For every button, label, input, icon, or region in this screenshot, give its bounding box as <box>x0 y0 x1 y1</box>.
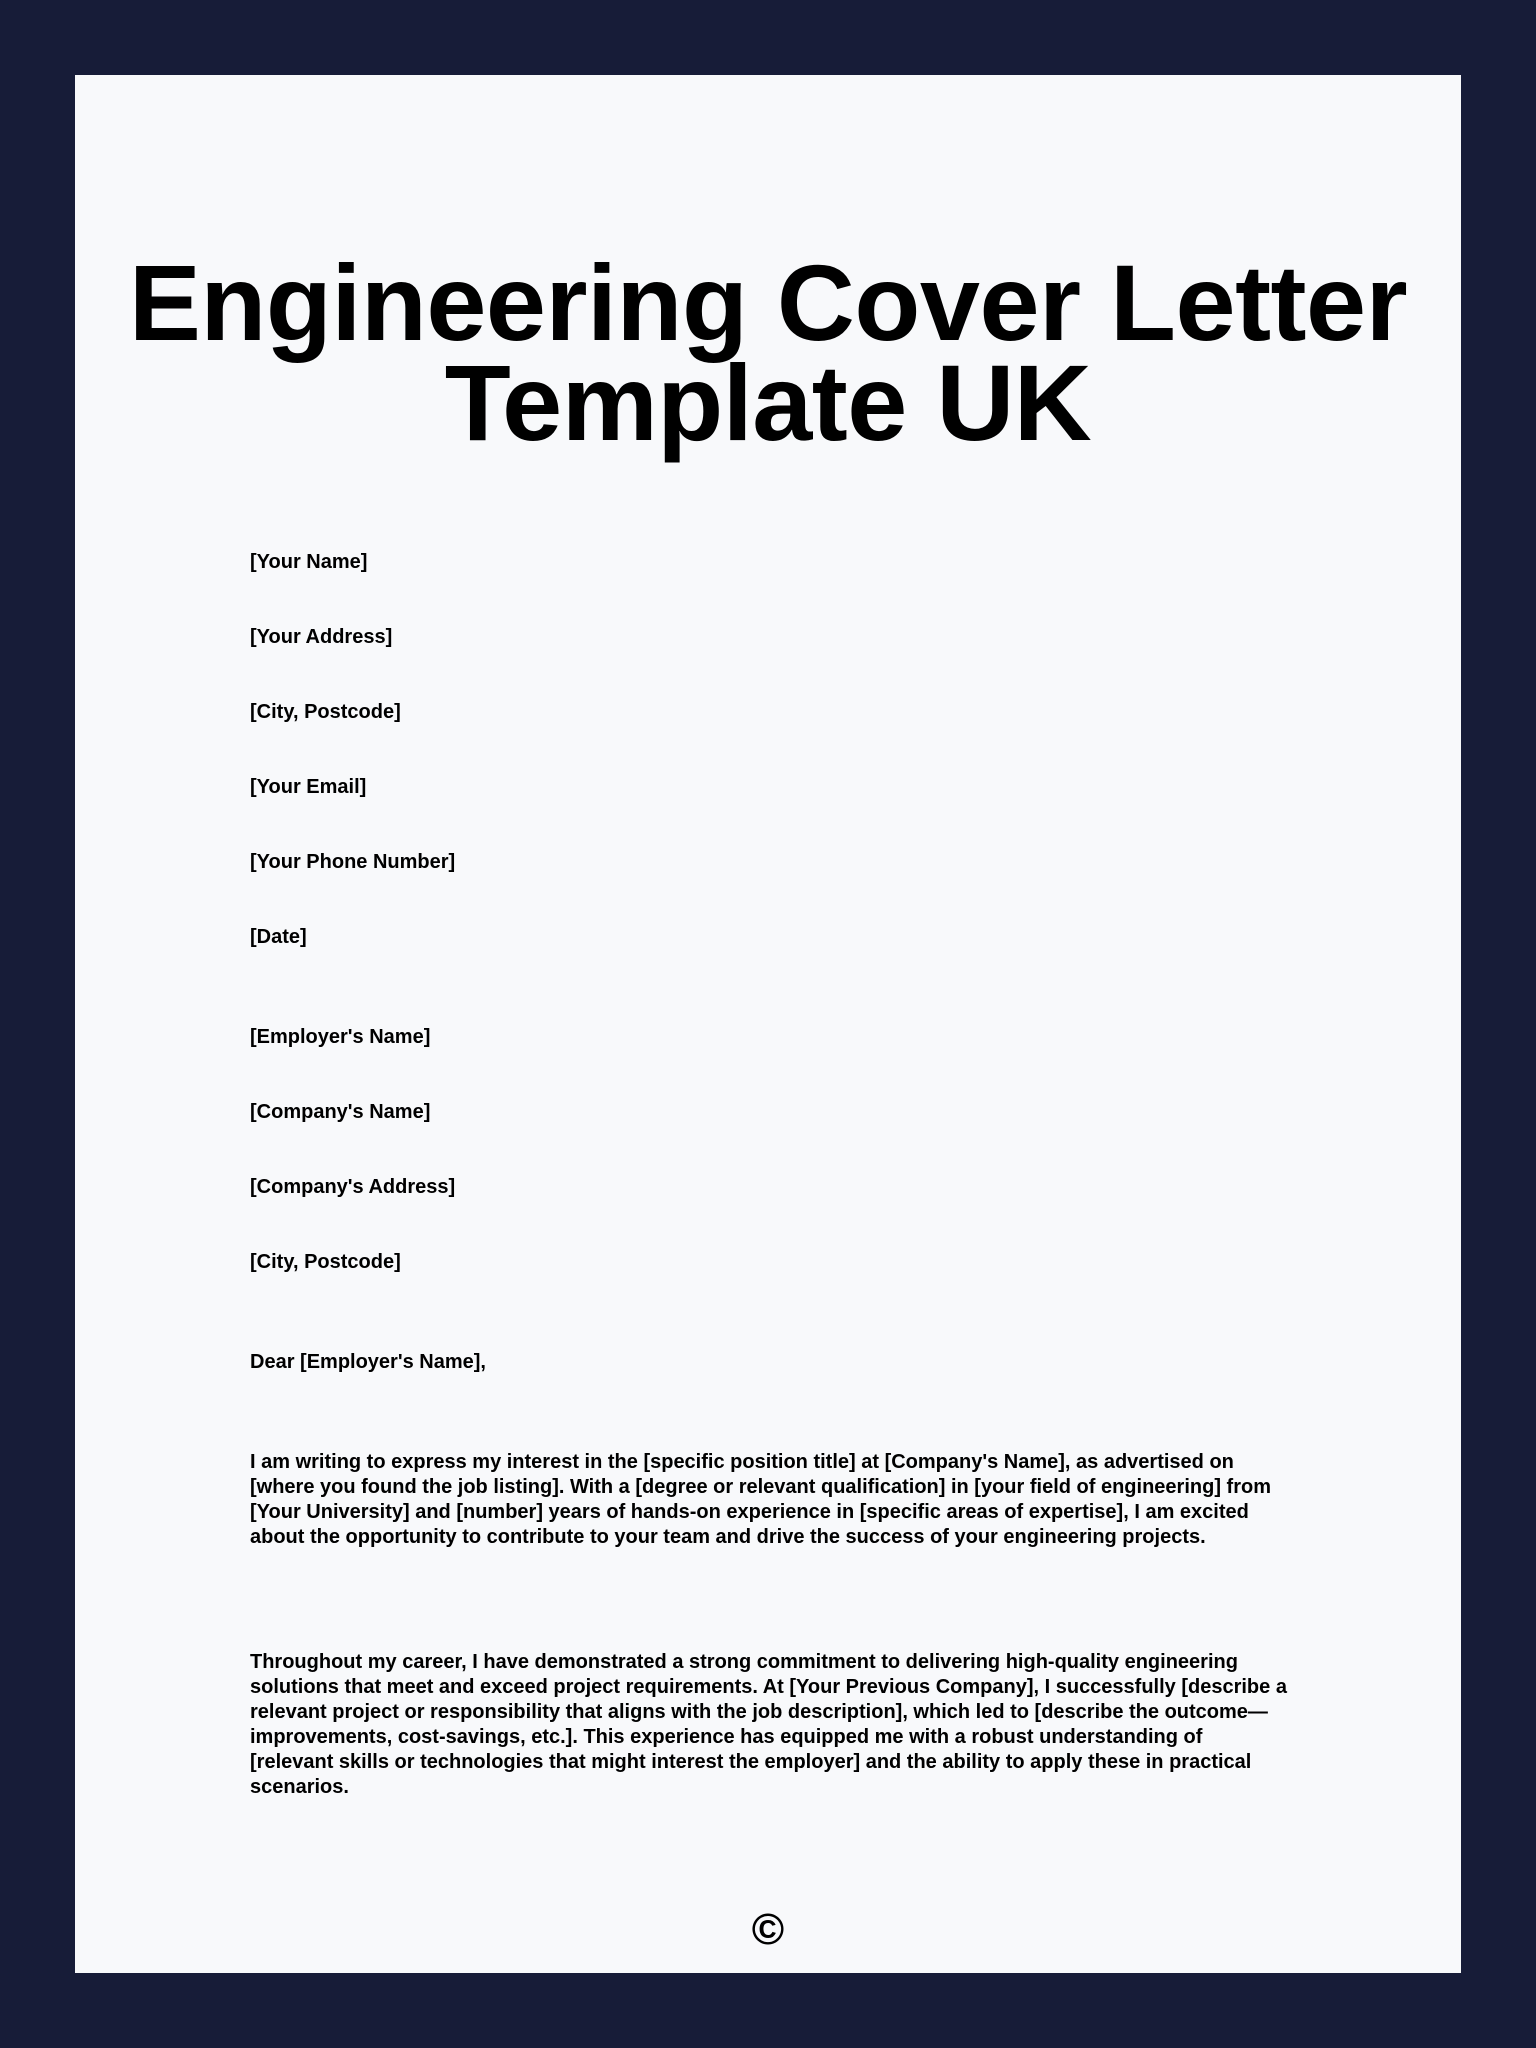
page-title <box>75 242 1461 463</box>
sender-name: [Your Name] <box>250 551 368 573</box>
recipient-employer-name: [Employer's Name] <box>250 1026 431 1048</box>
salutation: Dear [Employer's Name], <box>250 1351 486 1373</box>
copyright-icon: © <box>751 1905 785 1954</box>
sender-email: [Your Email] <box>250 776 367 798</box>
recipient-company-name: [Company's Name] <box>250 1101 431 1123</box>
recipient-city-postcode: [City, Postcode] <box>250 1251 401 1273</box>
document-page <box>75 75 1461 1973</box>
body-paragraph-2: Throughout my career, I have demonstrated a strong commitment to delivering high-quality engineering solutions that meet and exceed project requirements. At [Your Previous Company], I successfully [describe a relevant project or responsibility that aligns with the job description], which led to [describe the outcome—improvements, cost-savings, etc.]. This experience has equipped me with a robust understanding of [relevant skills or technologies that might interest the employer] and the ability to apply these in practical scenarios. <box>250 1651 1287 1798</box>
sender-phone: [Your Phone Number] <box>250 851 456 873</box>
recipient-company-address: [Company's Address] <box>250 1176 456 1198</box>
title-line-2: Template UK <box>444 342 1092 463</box>
sender-city-postcode: [City, Postcode] <box>250 701 401 723</box>
title-line-1: Engineering Cover Letter <box>128 242 1408 363</box>
body-paragraph-1: I am writing to express my interest in the [specific position title] at [Company's Name], as advertised on [where you found the job listing]. With a [degree or relevant qualification] in [your field of engineering] from [Your University] and [number] years of hands-on experience in [specific areas of expertise], I am excited about the opportunity to contribute to your team and drive the success of your engineering projects. <box>250 1451 1271 1548</box>
sender-address: [Your Address] <box>250 626 393 648</box>
letter-date: [Date] <box>250 926 307 948</box>
